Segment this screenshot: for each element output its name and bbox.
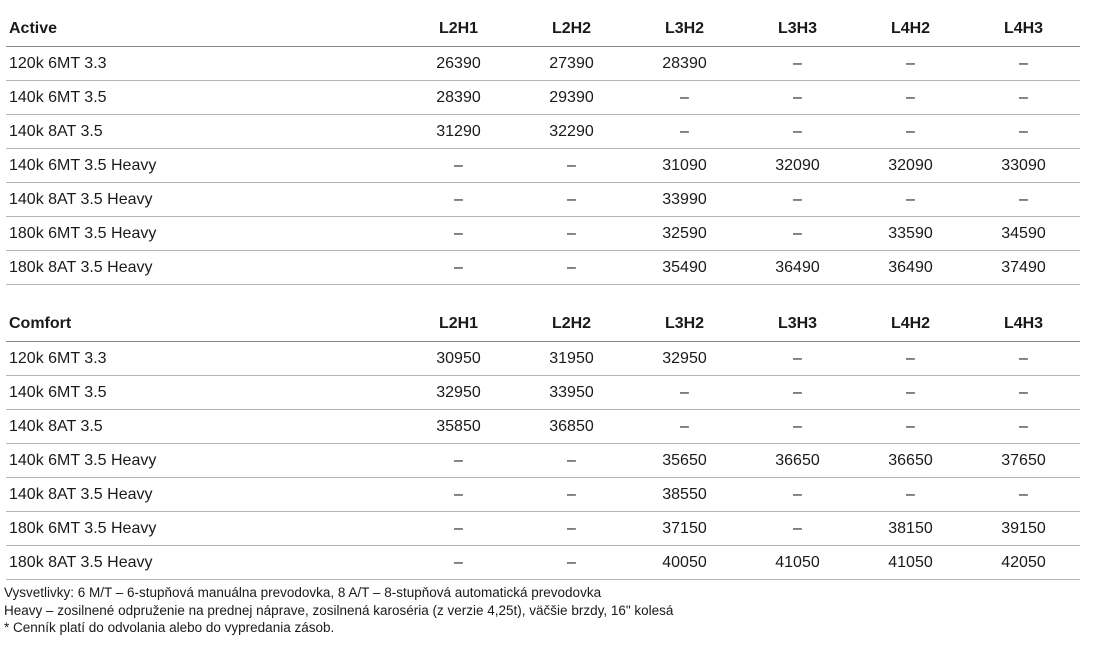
table-body	[6, 47, 1080, 285]
price-cell: 37650	[967, 444, 1080, 478]
price-cell: –	[402, 217, 515, 251]
price-cell: –	[402, 444, 515, 478]
price-cell: –	[741, 410, 854, 444]
column-header: L4H2	[854, 307, 967, 342]
price-cell: 31290	[402, 115, 515, 149]
price-cell: 36650	[741, 444, 854, 478]
table-row	[6, 217, 1080, 251]
price-cell: 36490	[741, 251, 854, 285]
column-header: L2H1	[402, 307, 515, 342]
price-cell: –	[967, 183, 1080, 217]
table-title: Active	[6, 12, 402, 47]
price-cell: –	[628, 410, 741, 444]
price-cell: 41050	[741, 546, 854, 580]
table-header-row	[6, 12, 1080, 47]
row-label: 120k 6MT 3.3	[6, 342, 402, 376]
table-row	[6, 81, 1080, 115]
price-cell: –	[854, 81, 967, 115]
price-cell: 32950	[402, 376, 515, 410]
price-cell: –	[628, 115, 741, 149]
column-header: L4H2	[854, 12, 967, 47]
price-cell: –	[854, 47, 967, 81]
price-cell: –	[967, 376, 1080, 410]
price-cell: 37150	[628, 512, 741, 546]
legend-line-validity: * Cenník platí do odvolania alebo do vypredania zásob.	[4, 620, 335, 635]
row-label: 140k 8AT 3.5	[6, 410, 402, 444]
table-row	[6, 342, 1080, 376]
column-header: L3H2	[628, 307, 741, 342]
price-cell: –	[402, 251, 515, 285]
price-cell: –	[515, 478, 628, 512]
price-cell: 42050	[967, 546, 1080, 580]
table-body	[6, 342, 1080, 580]
price-cell: –	[741, 81, 854, 115]
table-row	[6, 410, 1080, 444]
row-label: 140k 6MT 3.5	[6, 81, 402, 115]
price-cell: –	[515, 149, 628, 183]
row-label: 140k 8AT 3.5	[6, 115, 402, 149]
price-cell: –	[854, 115, 967, 149]
price-cell: –	[741, 342, 854, 376]
column-header: L2H2	[515, 307, 628, 342]
price-cell: 36490	[854, 251, 967, 285]
table-row	[6, 444, 1080, 478]
active-price-table	[6, 12, 1080, 285]
price-cell: –	[967, 410, 1080, 444]
table-row	[6, 115, 1080, 149]
price-cell: –	[741, 217, 854, 251]
price-cell: 34590	[967, 217, 1080, 251]
price-cell: 31090	[628, 149, 741, 183]
price-cell: 35850	[402, 410, 515, 444]
price-cell: 33990	[628, 183, 741, 217]
legend-notes	[4, 584, 673, 637]
table-header-row	[6, 307, 1080, 342]
price-cell: 36650	[854, 444, 967, 478]
price-cell: 35490	[628, 251, 741, 285]
table-row	[6, 546, 1080, 580]
table-row	[6, 47, 1080, 81]
row-label: 180k 6MT 3.5 Heavy	[6, 217, 402, 251]
price-cell: –	[741, 478, 854, 512]
price-cell: –	[402, 149, 515, 183]
price-cell: –	[967, 47, 1080, 81]
price-cell: –	[967, 115, 1080, 149]
price-cell: –	[515, 251, 628, 285]
row-label: 180k 6MT 3.5 Heavy	[6, 512, 402, 546]
price-cell: 35650	[628, 444, 741, 478]
price-cell: 28390	[628, 47, 741, 81]
price-cell: 32950	[628, 342, 741, 376]
price-cell: –	[967, 342, 1080, 376]
column-header: L3H3	[741, 12, 854, 47]
price-cell: –	[515, 512, 628, 546]
column-header: L4H3	[967, 12, 1080, 47]
price-cell: 26390	[402, 47, 515, 81]
price-cell: –	[402, 183, 515, 217]
price-cell: 36850	[515, 410, 628, 444]
price-cell: –	[854, 410, 967, 444]
price-cell: –	[854, 376, 967, 410]
column-header: L3H3	[741, 307, 854, 342]
price-cell: –	[967, 478, 1080, 512]
price-cell: –	[741, 512, 854, 546]
price-cell: –	[741, 47, 854, 81]
row-label: 140k 6MT 3.5	[6, 376, 402, 410]
row-label: 140k 8AT 3.5 Heavy	[6, 478, 402, 512]
price-cell: 31950	[515, 342, 628, 376]
column-header: L3H2	[628, 12, 741, 47]
table-row	[6, 478, 1080, 512]
price-cell: –	[628, 376, 741, 410]
price-cell: –	[402, 478, 515, 512]
table-row	[6, 251, 1080, 285]
price-cell: 37490	[967, 251, 1080, 285]
price-cell: –	[854, 342, 967, 376]
price-cell: –	[402, 512, 515, 546]
comfort-price-table	[6, 307, 1080, 580]
price-cell: 33590	[854, 217, 967, 251]
price-cell: 32290	[515, 115, 628, 149]
price-cell: –	[515, 217, 628, 251]
price-cell: 29390	[515, 81, 628, 115]
column-header: L4H3	[967, 307, 1080, 342]
price-cell: 41050	[854, 546, 967, 580]
price-cell: 38550	[628, 478, 741, 512]
table-row	[6, 512, 1080, 546]
price-cell: –	[515, 444, 628, 478]
column-header: L2H1	[402, 12, 515, 47]
row-label: 120k 6MT 3.3	[6, 47, 402, 81]
price-cell: –	[741, 183, 854, 217]
price-cell: 27390	[515, 47, 628, 81]
price-cell: 33950	[515, 376, 628, 410]
price-cell: 32090	[741, 149, 854, 183]
price-cell: 39150	[967, 512, 1080, 546]
row-label: 140k 6MT 3.5 Heavy	[6, 149, 402, 183]
price-cell: –	[854, 183, 967, 217]
column-header: L2H2	[515, 12, 628, 47]
table-row	[6, 149, 1080, 183]
price-cell: 32090	[854, 149, 967, 183]
price-cell: 28390	[402, 81, 515, 115]
table-title: Comfort	[6, 307, 402, 342]
row-label: 140k 6MT 3.5 Heavy	[6, 444, 402, 478]
price-cell: 33090	[967, 149, 1080, 183]
price-cell: 30950	[402, 342, 515, 376]
price-cell: –	[741, 115, 854, 149]
table-row	[6, 376, 1080, 410]
price-cell: –	[967, 81, 1080, 115]
price-cell: –	[854, 478, 967, 512]
row-label: 180k 8AT 3.5 Heavy	[6, 546, 402, 580]
legend-line-heavy: Heavy – zosilnené odpruženie na prednej náprave, zosilnená karoséria (z verzie 4,25t), väčšie brzdy, 16" kolesá	[4, 602, 674, 618]
price-cell: 40050	[628, 546, 741, 580]
table-row	[6, 183, 1080, 217]
row-label: 180k 8AT 3.5 Heavy	[6, 251, 402, 285]
legend-line-transmission: Vysvetlivky: 6 M/T – 6-stupňová manuálna prevodovka, 8 A/T – 8-stupňová automatická prevodovka	[4, 585, 602, 600]
price-cell: –	[402, 546, 515, 580]
price-cell: –	[515, 546, 628, 580]
row-label: 140k 8AT 3.5 Heavy	[6, 183, 402, 217]
price-cell: 38150	[854, 512, 967, 546]
price-cell: –	[628, 81, 741, 115]
price-cell: 32590	[628, 217, 741, 251]
price-cell: –	[515, 183, 628, 217]
price-cell: –	[741, 376, 854, 410]
